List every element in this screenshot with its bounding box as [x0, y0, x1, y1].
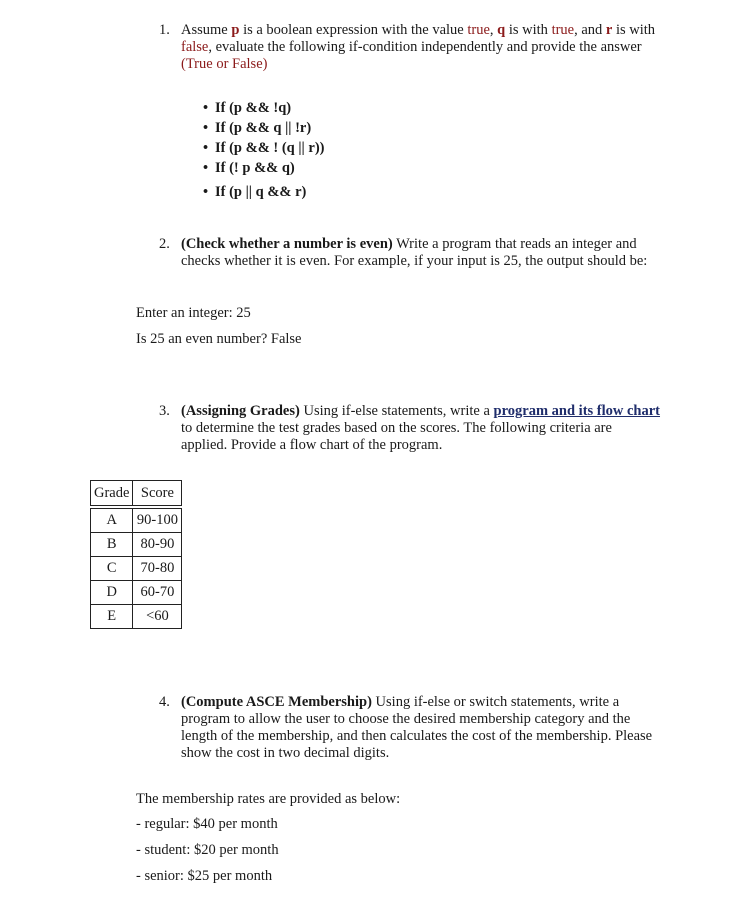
score-cell: 80-90 [133, 533, 182, 557]
question-1 [159, 22, 719, 73]
score-cell: 70-80 [133, 557, 182, 581]
question-3 [159, 403, 719, 454]
q1-var-q: q [497, 22, 506, 38]
table-row [91, 507, 182, 533]
header-score: Score [133, 481, 182, 508]
q2-title: (Check whether a number is even) [181, 236, 393, 252]
table-row [91, 581, 182, 605]
question-4-number: 4. [159, 694, 170, 710]
question-1-number: 1. [159, 22, 170, 38]
question-4-line-1 [181, 694, 719, 711]
q1-text-6: is with [612, 22, 656, 38]
q3-title: (Assigning Grades) [181, 403, 300, 419]
question-1-line-3: (True or False) [181, 56, 268, 72]
grade-cell: B [91, 533, 133, 557]
condition-item: • If (p && q || !r) [203, 118, 324, 138]
grade-table [90, 480, 182, 629]
sample-output-2: Is 25 an even number? False [136, 331, 302, 347]
q1-text-4: is with [505, 22, 552, 38]
table-row [91, 557, 182, 581]
question-4-line-4: show the cost in two decimal digits. [181, 745, 390, 761]
condition-item: • If (p && ! (q || r)) [203, 138, 324, 158]
q1-true-1: true [467, 22, 490, 38]
q4-line-1-text: Using if-else or switch statements, write a [371, 694, 620, 710]
question-2-number: 2. [159, 236, 170, 252]
score-cell: 60-70 [133, 581, 182, 605]
grade-cell: D [91, 581, 133, 605]
q1-var-p: p [231, 22, 240, 38]
grade-cell: A [91, 507, 133, 533]
q1-true-2: true [551, 22, 575, 38]
question-4 [159, 694, 719, 762]
question-3-text [181, 403, 719, 454]
rates-intro: The membership rates are provided as below: [136, 791, 401, 807]
question-1-line-1 [181, 22, 719, 39]
q1-text-2: is a boolean expression with the value [239, 22, 468, 38]
score-cell: <60 [133, 605, 182, 629]
question-4-line-3: length of the membership, and then calculates the cost of the membership. Please [181, 728, 653, 744]
question-3-line-1 [181, 403, 719, 420]
q4-title: (Compute ASCE Membership) [181, 694, 372, 710]
grade-cell: E [91, 605, 133, 629]
q3-line-1-text: Using if-else statements, write a [299, 403, 494, 419]
question-3-line-3: applied. Provide a flow chart of the program. [181, 437, 443, 453]
rate-item: - senior: $25 per month [136, 868, 273, 884]
question-2-line-1 [181, 236, 719, 253]
question-2 [159, 236, 719, 270]
q1-text-1: Assume [181, 22, 232, 38]
condition-item: • If (p || q && r) [203, 182, 324, 202]
question-3-line-2: to determine the test grades based on the scores. The following criteria are [181, 420, 612, 436]
question-4-text [181, 694, 719, 762]
question-2-text [181, 236, 719, 270]
question-1-line-2 [181, 39, 719, 56]
score-cell: 90-100 [133, 507, 182, 533]
question-3-number: 3. [159, 403, 170, 419]
rate-item: - student: $20 per month [136, 842, 279, 858]
condition-item: • If (p && !q) [203, 98, 324, 118]
question-1-text [181, 22, 719, 73]
q1-text-5: , and [574, 22, 606, 38]
condition-item: • If (! p && q) [203, 158, 324, 178]
sample-output-1: Enter an integer: 25 [136, 305, 251, 321]
q1-text-3: , [489, 22, 498, 38]
q2-line-1-text: Write a program that reads an integer and [392, 236, 637, 252]
q1-false: false [181, 39, 209, 55]
header-grade: Grade [91, 481, 133, 508]
q3-emphasis: program and its flow chart [493, 403, 661, 419]
q1-text-7: , evaluate the following if-condition independently and provide the answer [208, 39, 642, 55]
rate-item: - regular: $40 per month [136, 816, 278, 832]
q1-var-r: r [605, 22, 613, 38]
table-row [91, 605, 182, 629]
question-4-line-2: program to allow the user to choose the desired membership category and the [181, 711, 631, 727]
condition-list [203, 98, 324, 202]
table-row [91, 533, 182, 557]
table-header-row [91, 481, 182, 508]
grade-cell: C [91, 557, 133, 581]
question-2-line-2: checks whether it is even. For example, if your input is 25, the output should be: [181, 253, 648, 269]
